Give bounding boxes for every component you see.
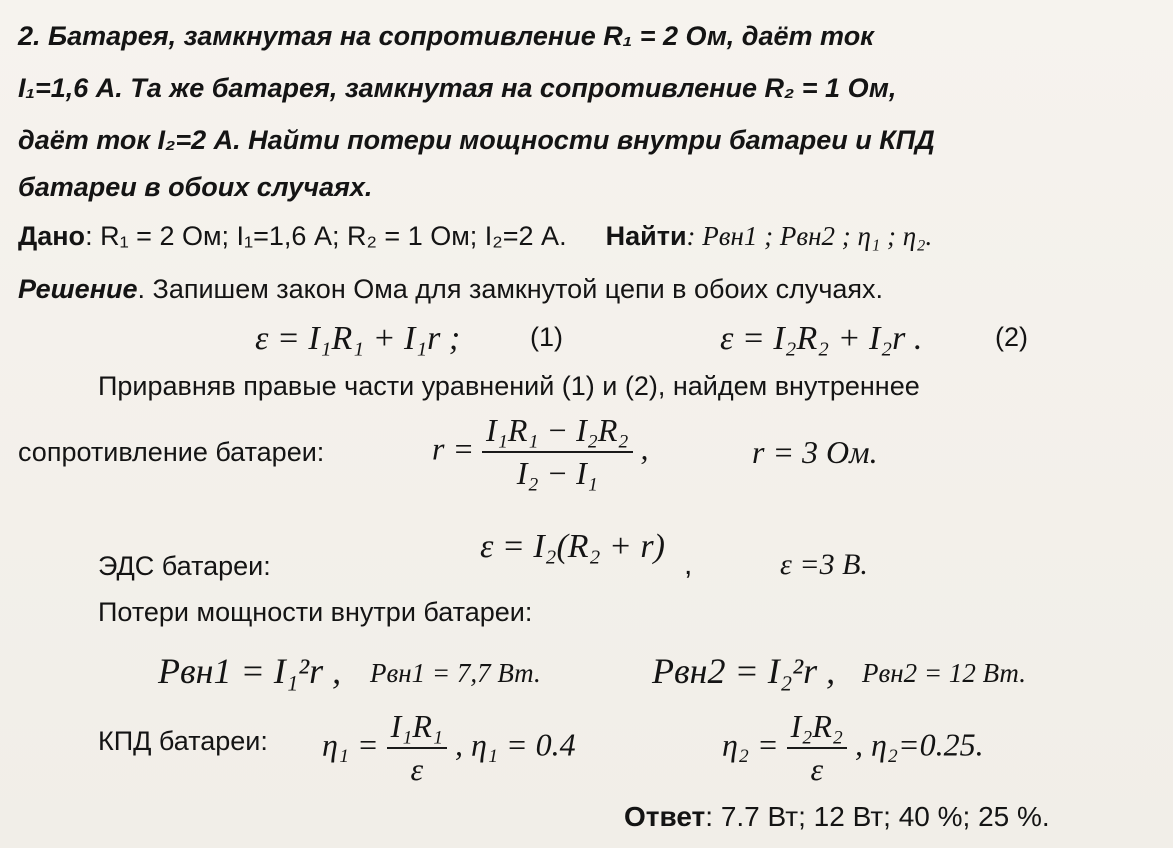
bleed-through-text bbox=[1000, 60, 1005, 81]
eta-2-lhs: η₂ = bbox=[722, 726, 779, 763]
step2-text: Приравняв правые части уравнений (1) и (2), найдем внутреннее bbox=[98, 371, 920, 401]
resistance-denominator: I₂ − I₁ bbox=[516, 455, 598, 491]
fraction-bar bbox=[787, 747, 847, 749]
eta-1-fraction bbox=[387, 708, 447, 788]
given-label: Дано bbox=[18, 221, 86, 251]
resistance-comma: , bbox=[640, 430, 649, 467]
loss-1-formula: Pвн1 = I₁²r , bbox=[158, 651, 342, 691]
problem-line-2: I₁=1,6 А. Та же батарея, замкнутая на сопротивление R₂ = 1 Ом, bbox=[18, 73, 897, 103]
fraction-bar bbox=[387, 747, 447, 749]
given-line bbox=[18, 222, 932, 252]
eta-1-result: , η₁ = 0.4 bbox=[455, 726, 576, 763]
answer-text: : 7.7 Вт; 12 Вт; 40 %; 25 %. bbox=[705, 801, 1050, 832]
resistance-numerator: I₁R₁ − I₂R₂ bbox=[486, 412, 629, 448]
problem-line-4: батареи в обоих случаях. bbox=[18, 172, 373, 202]
eta-1-numerator: I₁R₁ bbox=[390, 708, 444, 744]
eta-2-denominator: ε bbox=[810, 751, 824, 787]
loss-2-result: Pвн2 = 12 Вт. bbox=[862, 658, 1026, 688]
eta-1-lhs: η₁ = bbox=[322, 726, 379, 763]
loss-2-formula: Pвн2 = I₂²r , bbox=[652, 651, 836, 691]
ohm-equation-2-number: (2) bbox=[995, 322, 1028, 352]
emf-comma: , bbox=[684, 548, 693, 581]
eta-1-denominator: ε bbox=[410, 751, 424, 787]
emf-result: ε =3 В. bbox=[780, 548, 868, 581]
resistance-lhs: r = bbox=[432, 430, 475, 467]
eta-2-fraction bbox=[787, 708, 847, 788]
eta-2-formula bbox=[722, 708, 984, 788]
efficiency-label: КПД батареи: bbox=[98, 726, 268, 756]
ohm-equation-2: ε = I₂R₂ + I₂r . bbox=[720, 320, 923, 357]
eta-1-formula bbox=[322, 708, 576, 788]
problem-line-3: даёт ток I₂=2 А. Найти потери мощности внутри батареи и КПД bbox=[18, 125, 935, 155]
loss-1-result: Pвн1 = 7,7 Вт. bbox=[370, 658, 541, 688]
resistance-fraction bbox=[482, 412, 633, 492]
answer-line bbox=[624, 802, 1050, 833]
find-text: : Pвн1 ; Pвн2 ; η₁ ; η₂. bbox=[686, 221, 933, 251]
solution-line bbox=[18, 275, 883, 305]
resistance-label: сопротивление батареи: bbox=[18, 437, 325, 467]
problem-number: 2. bbox=[18, 21, 41, 51]
ohm-equation-1: ε = I₁R₁ + I₁r ; bbox=[255, 320, 461, 357]
find-label: Найти bbox=[605, 221, 687, 251]
losses-label: Потери мощности внутри батареи: bbox=[98, 597, 533, 627]
fraction-bar bbox=[482, 451, 633, 453]
answer-label: Ответ bbox=[624, 801, 706, 832]
ohm-equation-1-number: (1) bbox=[530, 322, 563, 352]
problem-text-1: Батарея, замкнутая на сопротивление R₁ = 2 Ом, даёт ток bbox=[48, 21, 874, 51]
resistance-formula bbox=[432, 412, 649, 492]
problem-line-1 bbox=[18, 22, 874, 52]
eta-2-numerator: I₂R₂ bbox=[790, 708, 844, 744]
emf-formula: ε = I₂(R₂ + r) bbox=[480, 528, 665, 565]
given-text: : R₁ = 2 Ом; I₁=1,6 А; R₂ = 1 Ом; I₂=2 А. bbox=[85, 221, 567, 251]
solution-label: Решение bbox=[18, 274, 138, 304]
eta-2-result: , η₂=0.25. bbox=[855, 726, 984, 763]
emf-label: ЭДС батареи: bbox=[98, 551, 271, 581]
resistance-result: r = 3 Ом. bbox=[752, 434, 878, 470]
solution-intro: . Запишем закон Ома для замкнутой цепи в обоих случаях. bbox=[137, 274, 884, 304]
